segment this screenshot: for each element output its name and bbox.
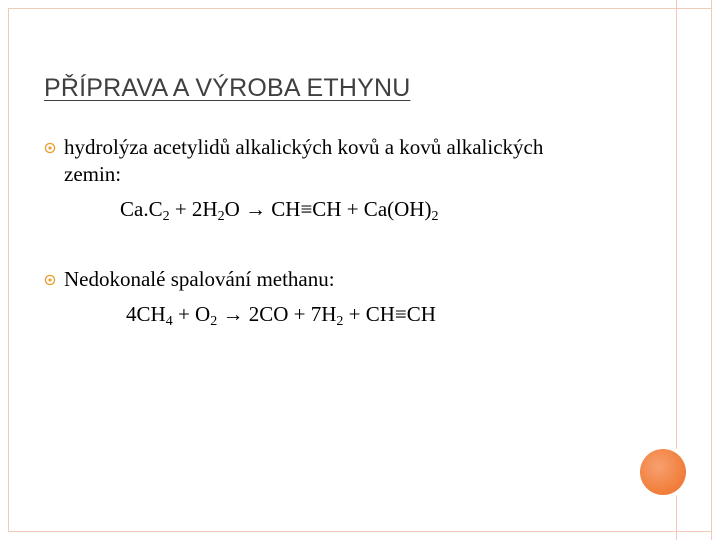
slide-title: PŘÍPRAVA A VÝROBA ETHYNU (44, 74, 411, 102)
bullet-2-equation: $4CH_4 + O_2 \to 2CO + 7H_2 + CH\equiv CH$ (126, 302, 436, 329)
bullet-1-line-1: hydrolýza acetylidů alkalických kovů a kovů alkalických (64, 135, 544, 159)
sun-bullet-icon (44, 142, 56, 154)
bullet-2-line-1: Nedokonalé spalování methanu: (64, 267, 335, 291)
bullet-1-line-2: zemin: (64, 162, 122, 186)
sun-bullet-icon (44, 274, 56, 286)
bullet-1-equation: $Ca.C_2 + 2H_2O \to CH\equiv CH + Ca(OH)_2$ (120, 197, 439, 224)
orange-orb-decoration (640, 449, 686, 495)
